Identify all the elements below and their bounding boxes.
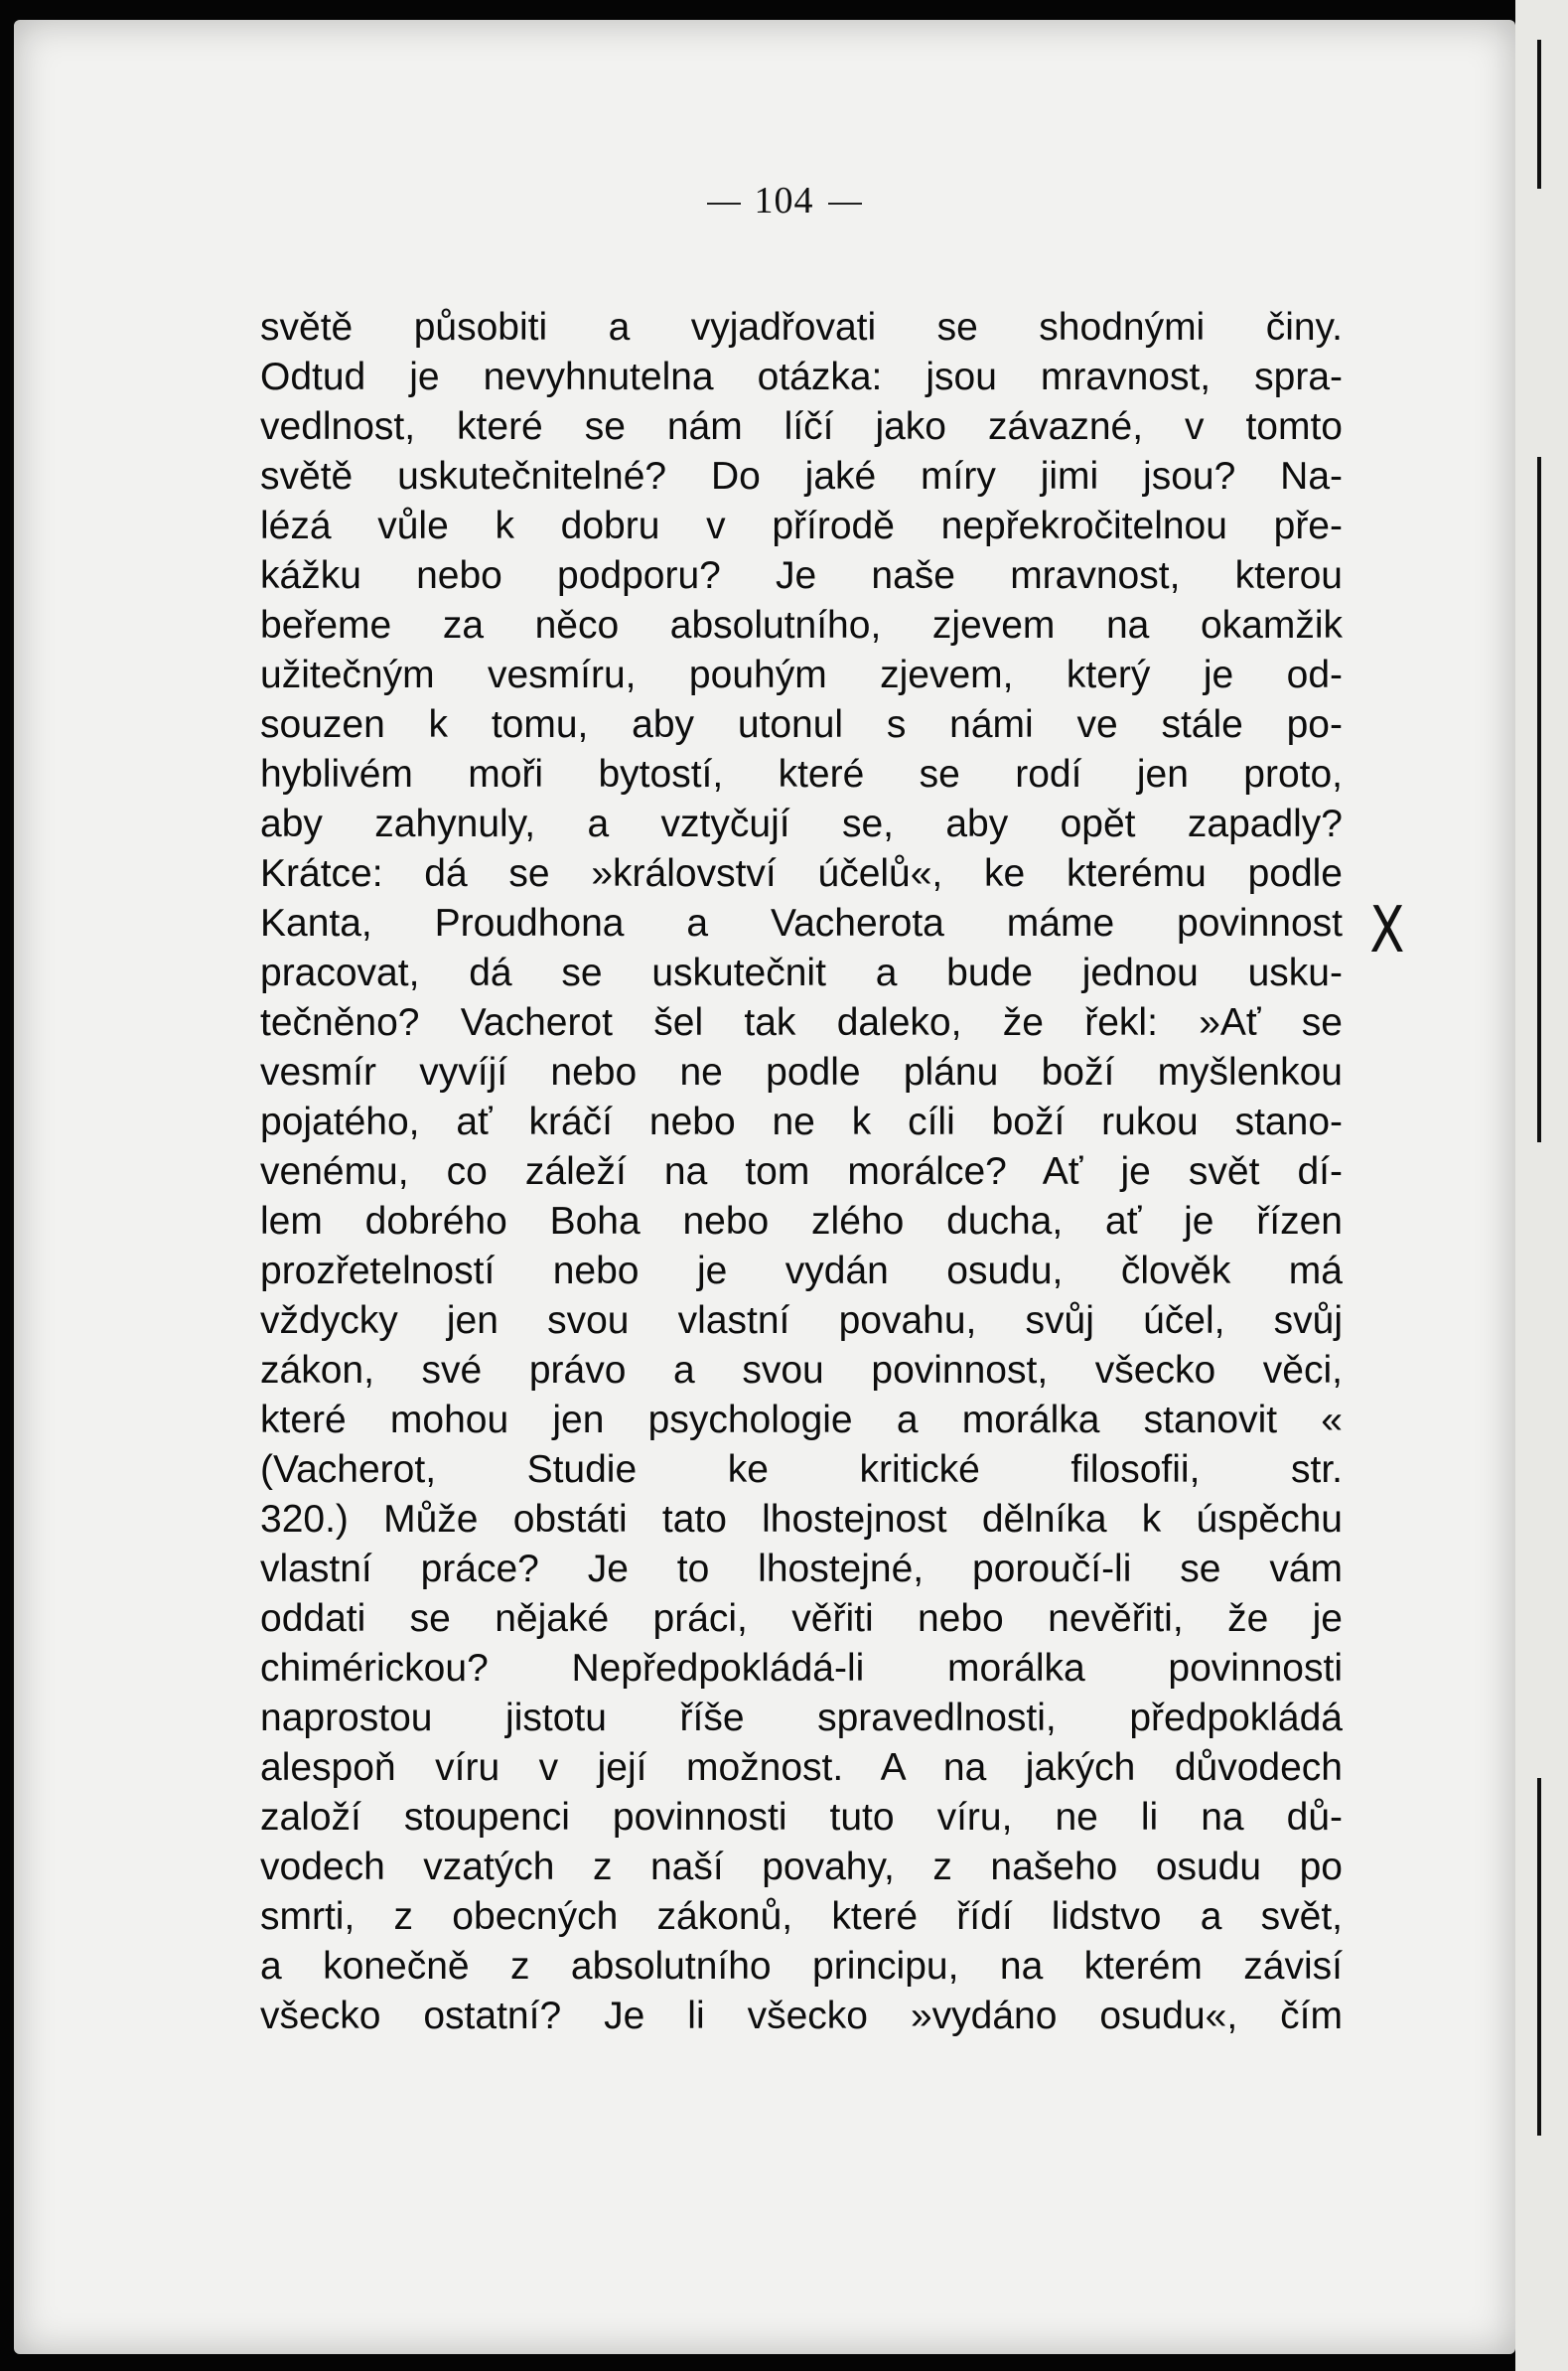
body-text xyxy=(260,303,1343,2041)
text-line: světě působiti a vyjadřovati se shodnými činy. xyxy=(260,306,1343,349)
text-line: vesmír vyvíjí nebo ne podle plánu boží myšlenkou xyxy=(260,1051,1343,1094)
text-line: a konečně z absolutního principu, na kterém závisí xyxy=(260,1945,1343,1988)
text-line: naprostou jistotu říše spravedlnosti, předpokládá xyxy=(260,1697,1343,1739)
text-line: světě uskutečnitelné? Do jaké míry jimi jsou? Na- xyxy=(260,455,1343,498)
text-line: vedlnost, které se nám líčí jako závazné, v tomto xyxy=(260,405,1343,448)
text-line: chimérickou? Nepředpokládá-li morálka povinnosti xyxy=(260,1647,1343,1690)
margin-rule xyxy=(1537,40,1541,189)
text-line: aby zahynuly, a vztyčují se, aby opět zapadly? xyxy=(260,803,1343,845)
text-line: oddati se nějaké práci, věřiti nebo nevěřiti, že je xyxy=(260,1597,1343,1640)
text-line: hyblivém moři bytostí, které se rodí jen proto, xyxy=(260,753,1343,796)
text-line: založí stoupenci povinnosti tuto víru, ne li na dů- xyxy=(260,1796,1343,1839)
text-line: tečněno? Vacherot šel tak daleko, že řekl: »Ať se xyxy=(260,1001,1343,1044)
text-line: vlastní práce? Je to lhostejné, poroučí-li se vám xyxy=(260,1548,1343,1590)
text-line: beřeme za něco absolutního, zjevem na okamžik xyxy=(260,604,1343,647)
text-line: vodech vzatých z naší povahy, z našeho osudu po xyxy=(260,1846,1343,1888)
text-line: které mohou jen psychologie a morálka stanovit « xyxy=(260,1399,1343,1441)
text-line: zákon, své právo a svou povinnost, všecko věci, xyxy=(260,1349,1343,1392)
text-line: pracovat, dá se uskutečnit a bude jednou usku- xyxy=(260,952,1343,994)
text-line: lem dobrého Boha nebo zlého ducha, ať je řízen xyxy=(260,1200,1343,1243)
text-line: užitečným vesmíru, pouhým zjevem, který je od- xyxy=(260,654,1343,696)
text-line: Krátce: dá se »království účelů«, ke kterému podle xyxy=(260,852,1343,895)
text-line: (Vacherot, Studie ke kritické filosofii, str. xyxy=(260,1448,1343,1491)
text-line: pojatého, ať kráčí nebo ne k cíli boží rukou stano- xyxy=(260,1101,1343,1143)
text-line: kážku nebo podporu? Je naše mravnost, kterou xyxy=(260,554,1343,597)
text-line: venému, co záleží na tom morálce? Ať je svět dí- xyxy=(260,1150,1343,1193)
text-line: Odtud je nevyhnutelna otázka: jsou mravnost, spra- xyxy=(260,356,1343,398)
text-line: prozřetelností nebo je vydán osudu, člověk má xyxy=(260,1250,1343,1292)
text-line: vždycky jen svou vlastní povahu, svůj účel, svůj xyxy=(260,1299,1343,1342)
margin-annotation-mark: X xyxy=(1369,894,1405,967)
text-line: 320.) Může obstáti tato lhostejnost dělníka k úspěchu xyxy=(260,1498,1343,1541)
adjacent-page-edge xyxy=(1515,0,1568,2371)
page-number-text: 104 xyxy=(754,180,814,222)
text-line: alespoň víru v její možnost. A na jakých důvodech xyxy=(260,1746,1343,1789)
text-line: smrti, z obecných zákonů, které řídí lidstvo a svět, xyxy=(260,1895,1343,1938)
page-number-dash-left xyxy=(707,203,741,205)
text-line: lézá vůle k dobru v přírodě nepřekročitelnou pře- xyxy=(260,505,1343,547)
text-line: Kanta, Proudhona a Vacherota máme povinnost xyxy=(260,902,1343,945)
text-line: všecko ostatní? Je li všecko »vydáno osudu«, čím xyxy=(260,1995,1343,2037)
page-number xyxy=(0,179,1568,222)
margin-rule xyxy=(1537,457,1541,1142)
margin-rule xyxy=(1537,1778,1541,2136)
text-line: souzen k tomu, aby utonul s námi ve stále po- xyxy=(260,703,1343,746)
page-number-dash-right xyxy=(828,203,862,205)
